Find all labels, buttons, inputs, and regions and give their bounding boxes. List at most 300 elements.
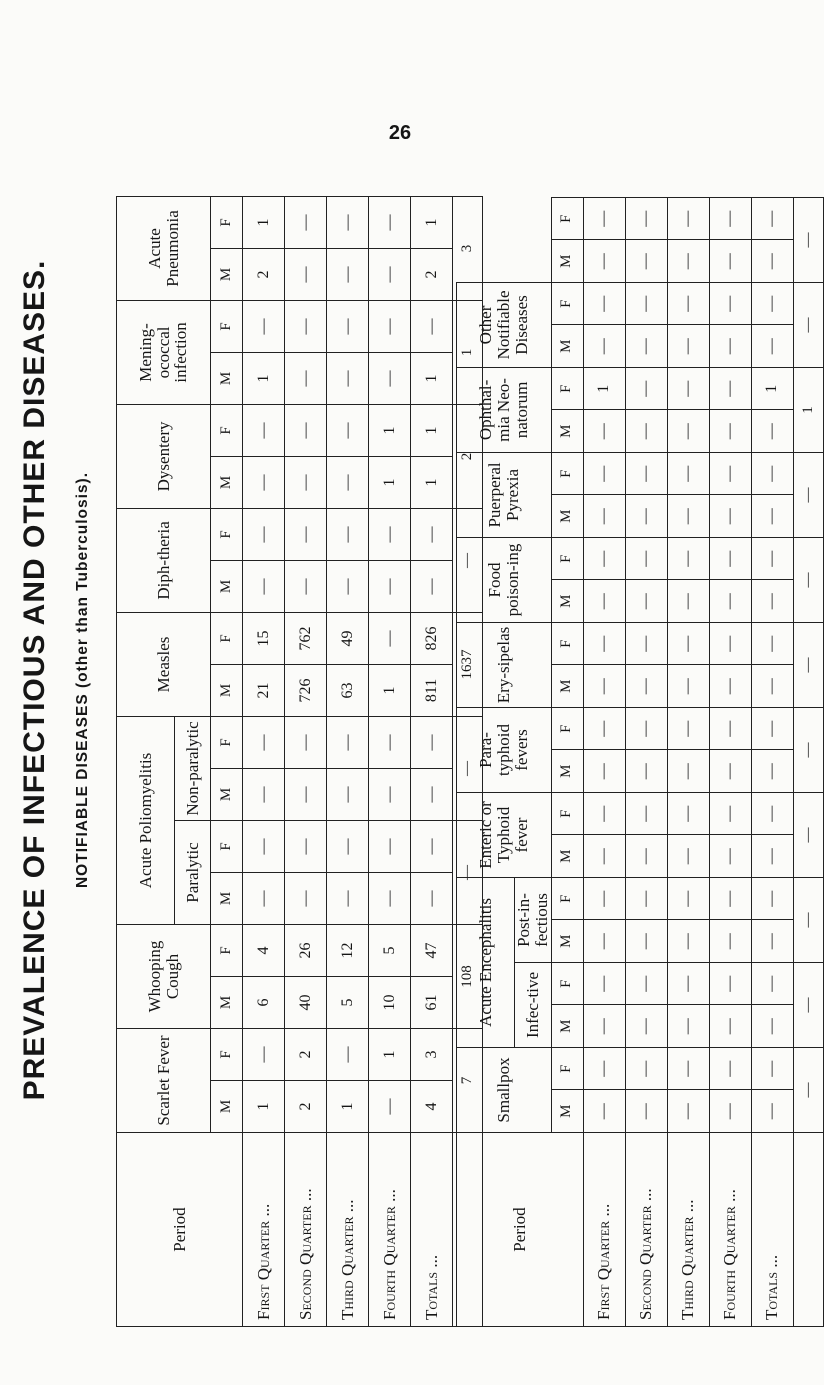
table-2-body (583, 197, 823, 1326)
table-cell: — (709, 197, 751, 240)
table-cell: — (625, 835, 667, 878)
sex-header-male: M (211, 352, 243, 404)
table-cell: 6 (243, 977, 285, 1029)
table-cell: — (709, 750, 751, 793)
table-cell: — (625, 325, 667, 368)
combined-total-cell: 1 (793, 367, 823, 452)
table-cell: 826 (411, 612, 453, 664)
sex-header-female: F (211, 924, 243, 976)
table-cell: — (285, 196, 327, 248)
table-cell: — (243, 456, 285, 508)
table-1-body (243, 196, 483, 1326)
table-cell: — (583, 835, 625, 878)
table-cell: — (709, 707, 751, 750)
table-cell: — (709, 537, 751, 580)
table-cell: — (411, 300, 453, 352)
table-cell: — (285, 716, 327, 768)
table-cell: 726 (285, 664, 327, 716)
table-cell: — (625, 197, 667, 240)
table-cell: — (667, 580, 709, 623)
table-cell: — (285, 300, 327, 352)
table-cell: 811 (411, 664, 453, 716)
table-cell: — (327, 248, 369, 300)
table-cell: — (285, 456, 327, 508)
table-cell: — (369, 300, 411, 352)
table-cell: — (625, 707, 667, 750)
table-cell: — (243, 1029, 285, 1081)
sex-header-female: F (211, 196, 243, 248)
table-cell: — (625, 240, 667, 283)
combined-total-cell: 2 (453, 404, 483, 508)
table-cell: — (327, 456, 369, 508)
table-cell: — (625, 920, 667, 963)
table-cell: — (709, 1047, 751, 1090)
combined-total-cell: — (453, 508, 483, 612)
table-cell: — (667, 792, 709, 835)
table-cell: — (709, 1090, 751, 1133)
table-cell: — (583, 1090, 625, 1133)
table-cell: — (625, 580, 667, 623)
sex-header-male: M (211, 1081, 243, 1133)
table-cell: — (411, 872, 453, 924)
combined-total-cell: 3 (453, 196, 483, 300)
table-cell: — (751, 920, 793, 963)
table-cell: — (369, 560, 411, 612)
table-cell: 1 (369, 456, 411, 508)
table-cell: — (583, 282, 625, 325)
table-cell: — (583, 495, 625, 538)
table-cell: — (327, 716, 369, 768)
table-cell: 762 (285, 612, 327, 664)
table-cell: — (583, 197, 625, 240)
sex-header-male: M (211, 768, 243, 820)
table-cell: 1 (411, 404, 453, 456)
table-cell: — (411, 560, 453, 612)
period-label: Totals ... (411, 1133, 453, 1327)
table-cell: — (709, 240, 751, 283)
table-cell: — (411, 508, 453, 560)
header-puerperal-pyrexia: Puerperal Pyrexia (457, 452, 552, 537)
period-label: First Quarter ... (583, 1133, 625, 1327)
table-cell: 1 (243, 352, 285, 404)
period-header: Period (457, 1133, 584, 1327)
period-header: Period (117, 1133, 243, 1327)
table-cell: — (583, 1005, 625, 1048)
table-cell: — (751, 835, 793, 878)
table-cell: — (327, 300, 369, 352)
table-cell: — (667, 452, 709, 495)
sex-header-male: M (211, 456, 243, 508)
table-cell: — (751, 1005, 793, 1048)
table-cell: — (709, 792, 751, 835)
combined-total-cell: 7 (453, 1029, 483, 1133)
table-cell: — (751, 240, 793, 283)
combined-total-cell: 1 (453, 300, 483, 404)
sex-header-female: F (551, 707, 583, 750)
sex-header-female: F (551, 792, 583, 835)
combined-total-cell: 1637 (453, 612, 483, 716)
sex-header-female: F (551, 962, 583, 1005)
table-cell: 1 (411, 352, 453, 404)
table-cell: 40 (285, 977, 327, 1029)
table-cell: — (583, 325, 625, 368)
sex-header-female: F (211, 612, 243, 664)
header-measles: Measles (117, 612, 211, 716)
table-cell: — (625, 665, 667, 708)
table-cell: — (327, 820, 369, 872)
table-cell: — (667, 537, 709, 580)
page-subtitle: NOTIFIABLE DISEASES (other than Tuberculosis). (74, 471, 91, 889)
table-cell: — (751, 622, 793, 665)
sex-header-male: M (551, 495, 583, 538)
table-cell: — (625, 792, 667, 835)
table-cell: — (709, 877, 751, 920)
sex-header-male: M (551, 1090, 583, 1133)
header-acute-encephalitis: Acute Encephalitis (457, 877, 515, 1047)
table-cell: — (583, 665, 625, 708)
combined-total-cell: — (453, 716, 483, 820)
table-cell: — (583, 622, 625, 665)
table-cell: — (709, 665, 751, 708)
table-cell: — (243, 716, 285, 768)
table-cell: — (667, 877, 709, 920)
header-erysipelas: Ery-sipelas (457, 622, 552, 707)
table-cell: — (709, 410, 751, 453)
table-cell: — (583, 962, 625, 1005)
table-cell: — (625, 622, 667, 665)
table-cell: — (369, 768, 411, 820)
table-cell: 4 (243, 924, 285, 976)
sex-header-female: F (211, 404, 243, 456)
sex-header-female: F (551, 537, 583, 580)
table-cell: 1 (369, 1029, 411, 1081)
combined-totals-row (793, 197, 823, 1326)
table-row (285, 196, 327, 1326)
table-cell: — (751, 877, 793, 920)
table-cell: — (667, 665, 709, 708)
table-row (751, 197, 793, 1326)
sex-header-male: M (551, 240, 583, 283)
combined-total-cell: — (453, 820, 483, 924)
table-cell: — (583, 1047, 625, 1090)
table-cell: — (667, 622, 709, 665)
period-label: Totals ... (751, 1133, 793, 1327)
table-cell: — (583, 410, 625, 453)
table-cell: — (327, 768, 369, 820)
table-cell: — (625, 282, 667, 325)
table-cell: — (751, 580, 793, 623)
table-cell: — (709, 367, 751, 410)
table-cell: — (583, 452, 625, 495)
table-cell: — (243, 300, 285, 352)
table-cell: 1 (327, 1081, 369, 1133)
table-cell: — (369, 612, 411, 664)
table-row (243, 196, 285, 1326)
table-cell: 2 (243, 248, 285, 300)
table-cell: 10 (369, 977, 411, 1029)
table-cell: — (751, 665, 793, 708)
table-cell: — (625, 1047, 667, 1090)
table-cell: — (411, 820, 453, 872)
sex-header-female: F (551, 282, 583, 325)
table-cell: — (625, 962, 667, 1005)
table-cell: — (667, 750, 709, 793)
combined-total-cell: — (793, 622, 823, 707)
header-smallpox: Smallpox (457, 1047, 552, 1132)
sex-header-male: M (551, 580, 583, 623)
table-cell: — (285, 508, 327, 560)
table-cell: — (751, 962, 793, 1005)
table-cell: — (369, 1081, 411, 1133)
table-row (327, 196, 369, 1326)
table-cell: — (583, 707, 625, 750)
header-food-poisoning: Food poison-ing (457, 537, 552, 622)
table-cell: — (709, 325, 751, 368)
page-title: PREVALENCE OF INFECTIOUS AND OTHER DISEASES. (18, 259, 51, 1101)
table-cell: — (369, 248, 411, 300)
table-cell: 1 (369, 404, 411, 456)
table-cell: — (709, 835, 751, 878)
table-cell: — (667, 495, 709, 538)
table-cell: — (667, 835, 709, 878)
table-cell: 63 (327, 664, 369, 716)
sex-header-female: F (211, 508, 243, 560)
table-cell: — (709, 962, 751, 1005)
table-cell: — (667, 920, 709, 963)
spacer-cell (793, 1133, 823, 1327)
table-cell: — (625, 367, 667, 410)
table-cell: — (583, 240, 625, 283)
header-ophthalmia-neonatorum: Ophthal-mia Neo-natorum (457, 367, 552, 452)
table-cell: 1 (751, 367, 793, 410)
table-cell: 1 (583, 367, 625, 410)
table-cell: — (625, 410, 667, 453)
header-scarlet-fever: Scarlet Fever (117, 1029, 211, 1133)
table-cell: — (751, 410, 793, 453)
table-cell: 47 (411, 924, 453, 976)
table-cell: — (709, 622, 751, 665)
table-cell: — (751, 325, 793, 368)
table-row (667, 197, 709, 1326)
table-cell: — (667, 240, 709, 283)
table-cell: — (327, 404, 369, 456)
table-cell: — (369, 196, 411, 248)
table-cell: — (285, 560, 327, 612)
sex-header-male: M (551, 410, 583, 453)
header-acute-poliomyelitis: Acute Poliomyelitis (117, 716, 175, 924)
header-meningococcal-infection: Mening-ococcal infection (117, 300, 211, 404)
table-cell: — (751, 495, 793, 538)
table-cell: — (709, 282, 751, 325)
table-cell: — (243, 560, 285, 612)
sex-header-female: F (211, 820, 243, 872)
table-cell: — (369, 872, 411, 924)
table-cell: — (625, 495, 667, 538)
sex-header-female: F (211, 300, 243, 352)
table-cell: — (285, 872, 327, 924)
table-cell: — (667, 410, 709, 453)
table-cell: — (583, 750, 625, 793)
table-cell: — (667, 707, 709, 750)
period-label: First Quarter ... (243, 1133, 285, 1327)
notifiable-diseases-table-1 (116, 196, 483, 1327)
sex-header-male: M (211, 664, 243, 716)
table-cell: — (625, 750, 667, 793)
table-cell: — (243, 768, 285, 820)
table-cell: — (285, 820, 327, 872)
table-cell: 15 (243, 612, 285, 664)
table-cell: — (709, 452, 751, 495)
table-cell: — (751, 792, 793, 835)
table-cell: — (285, 352, 327, 404)
table-cell: 1 (369, 664, 411, 716)
table-cell: — (709, 495, 751, 538)
table-cell: — (369, 716, 411, 768)
table-cell: 1 (411, 196, 453, 248)
table-cell: 5 (369, 924, 411, 976)
combined-total-cell: — (793, 282, 823, 367)
table-cell: — (751, 197, 793, 240)
combined-total-cell: — (793, 1047, 823, 1132)
table-cell: — (667, 282, 709, 325)
table-cell: 3 (411, 1029, 453, 1081)
sex-header-male: M (551, 325, 583, 368)
table-row (583, 197, 625, 1326)
table-cell: — (625, 1005, 667, 1048)
table-cell: — (243, 404, 285, 456)
table-cell: — (285, 404, 327, 456)
table-cell: — (327, 352, 369, 404)
table-cell: — (243, 872, 285, 924)
table-row (625, 197, 667, 1326)
table-cell: — (583, 920, 625, 963)
table-cell: — (625, 537, 667, 580)
combined-total-cell: — (793, 197, 823, 282)
sex-header-male: M (551, 1005, 583, 1048)
table-cell: 61 (411, 977, 453, 1029)
header-post-infectious: Post-in-fectious (515, 877, 552, 962)
table-cell: — (667, 962, 709, 1005)
table-cell: — (411, 768, 453, 820)
table-cell: 1 (243, 196, 285, 248)
sex-header-female: F (211, 1029, 243, 1081)
table-cell: — (285, 248, 327, 300)
table-cell: — (751, 1047, 793, 1090)
combined-total-cell: — (793, 452, 823, 537)
table-cell: — (369, 352, 411, 404)
table-cell: — (667, 367, 709, 410)
sex-header-female: F (551, 877, 583, 920)
table-cell: — (625, 452, 667, 495)
period-label: Second Quarter ... (285, 1133, 327, 1327)
header-other-notifiable: Other Notifiable Diseases (457, 282, 552, 367)
combined-total-cell: — (793, 962, 823, 1047)
combined-total-cell: 108 (453, 924, 483, 1028)
table-cell: — (667, 1090, 709, 1133)
header-non-paralytic: Non-paralytic (175, 716, 211, 820)
table-cell: 12 (327, 924, 369, 976)
table-cell: — (667, 1047, 709, 1090)
sex-header-male: M (551, 750, 583, 793)
table-cell: 2 (285, 1081, 327, 1133)
table-cell: — (751, 282, 793, 325)
sex-header-male: M (211, 977, 243, 1029)
table-cell: — (709, 580, 751, 623)
table-cell: — (327, 872, 369, 924)
sex-header-male: M (551, 665, 583, 708)
header-paratyphoid: Para-typhoid fevers (457, 707, 552, 792)
table-cell: — (751, 537, 793, 580)
sex-header-male: M (211, 248, 243, 300)
table-cell: — (583, 580, 625, 623)
table-cell: — (751, 1090, 793, 1133)
rotated-content (18, 30, 816, 1335)
table-cell: — (411, 716, 453, 768)
table-cell: — (625, 877, 667, 920)
table-cell: — (583, 877, 625, 920)
table-cell: 1 (411, 456, 453, 508)
table-cell: 21 (243, 664, 285, 716)
combined-total-cell: — (793, 792, 823, 877)
table-cell: — (709, 920, 751, 963)
header-acute-pneumonia: Acute Pneumonia (117, 196, 211, 300)
table-cell: — (243, 820, 285, 872)
sex-header-male: M (551, 920, 583, 963)
table-cell: — (667, 197, 709, 240)
header-diphtheria: Diph-theria (117, 508, 211, 612)
table-cell: — (709, 1005, 751, 1048)
sex-header-female: F (211, 716, 243, 768)
table-cell: — (667, 325, 709, 368)
table-cell: — (583, 792, 625, 835)
table-cell: — (243, 508, 285, 560)
sex-header-female: F (551, 1047, 583, 1090)
table-cell: — (751, 452, 793, 495)
notifiable-diseases-table-2 (456, 197, 824, 1327)
table-cell: 2 (285, 1029, 327, 1081)
table-cell: — (667, 1005, 709, 1048)
period-label: Second Quarter ... (625, 1133, 667, 1327)
combined-total-cell: — (793, 537, 823, 622)
header-paralytic: Paralytic (175, 820, 211, 924)
table-cell: 4 (411, 1081, 453, 1133)
period-label: Third Quarter ... (667, 1133, 709, 1327)
table-cell: — (285, 768, 327, 820)
period-label: Third Quarter ... (327, 1133, 369, 1327)
table-cell: — (327, 508, 369, 560)
table-row (369, 196, 411, 1326)
table-cell: 1 (243, 1081, 285, 1133)
table-cell: — (751, 707, 793, 750)
table-cell: — (369, 508, 411, 560)
table-cell: — (327, 196, 369, 248)
table-cell: — (751, 750, 793, 793)
table-cell: — (327, 560, 369, 612)
table-cell: 5 (327, 977, 369, 1029)
table-cell: 49 (327, 612, 369, 664)
table-cell: — (625, 1090, 667, 1133)
sex-header-male: M (211, 872, 243, 924)
table-cell: — (327, 1029, 369, 1081)
combined-total-cell: — (793, 707, 823, 792)
table-cell: 26 (285, 924, 327, 976)
table-cell: — (583, 537, 625, 580)
combined-total-cell: — (793, 877, 823, 962)
table-cell: — (369, 820, 411, 872)
header-enteric-typhoid: Enteric or Typhoid fever (457, 792, 552, 877)
sex-header-female: F (551, 452, 583, 495)
period-label: Fourth Quarter ... (709, 1133, 751, 1327)
